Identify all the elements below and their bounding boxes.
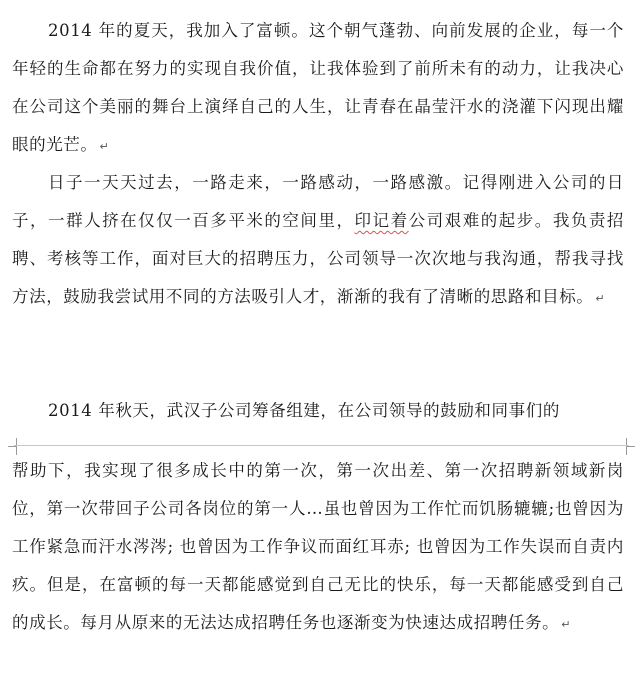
paragraph-2-text-after: 公司艰难的起步。我负责招聘、考核等工作，面对巨大的招聘压力，公司领导一次次地与我沟通，帮我寻找方法，鼓励我尝试用不同的方法吸引人才，渐渐的我有了清晰的思路和目标。	[12, 211, 625, 306]
paragraph-mark-icon: ↵	[99, 140, 109, 153]
paragraph-3-start	[12, 392, 624, 430]
paragraph-mark-icon: ↵	[561, 618, 571, 631]
paragraph-2-text-before: 日子一天天过去，一路走来，一路感动，一路感激。记得刚进入公司的日子，一群人挤在仅仅一百多平米的空间里，	[12, 173, 624, 230]
page-break	[0, 438, 643, 452]
paragraph-1-text: 2014 年的夏天，我加入了富顿。这个朝气蓬勃、向前发展的企业，每一个年轻的生命都在努力的实现自我价值，让我体验到了前所未有的动力，让我决心在公司这个美丽的舞台上演绎自己的人生，让青春在晶莹汗水的浇灌下闪现出耀眼的光芒。	[12, 21, 624, 154]
paragraph-3-text: 2014 年秋天，武汉子公司筹备组建，在公司领导的鼓励和同事们的	[48, 401, 560, 420]
paragraph-3-continued	[12, 452, 624, 644]
page-divider	[14, 445, 629, 446]
spelling-flag[interactable]: 印记着	[354, 211, 409, 230]
paragraph-3-continued-text: 帮助下，我实现了很多成长中的第一次，第一次出差、第一次招聘新领域新岗位，第一次带回子公司各岗位的第一人…虽也曾因为工作忙而饥肠辘辘;也曾因为工作紧急而汗水涔涔; 也曾因为工作争议而面红耳赤; 也曾因为工作失误而自责内疚。但是，在富顿的每一天都能感觉到自己无比的快乐，每一天都能感受到自己的成长。每月从原来的无法达成招聘任务也逐渐变为快速达成招聘任务。	[12, 461, 624, 632]
paragraph-2	[12, 164, 624, 318]
paragraph-1	[12, 12, 624, 166]
document-page-2[interactable]	[0, 452, 643, 698]
paragraph-mark-icon: ↵	[595, 292, 605, 305]
